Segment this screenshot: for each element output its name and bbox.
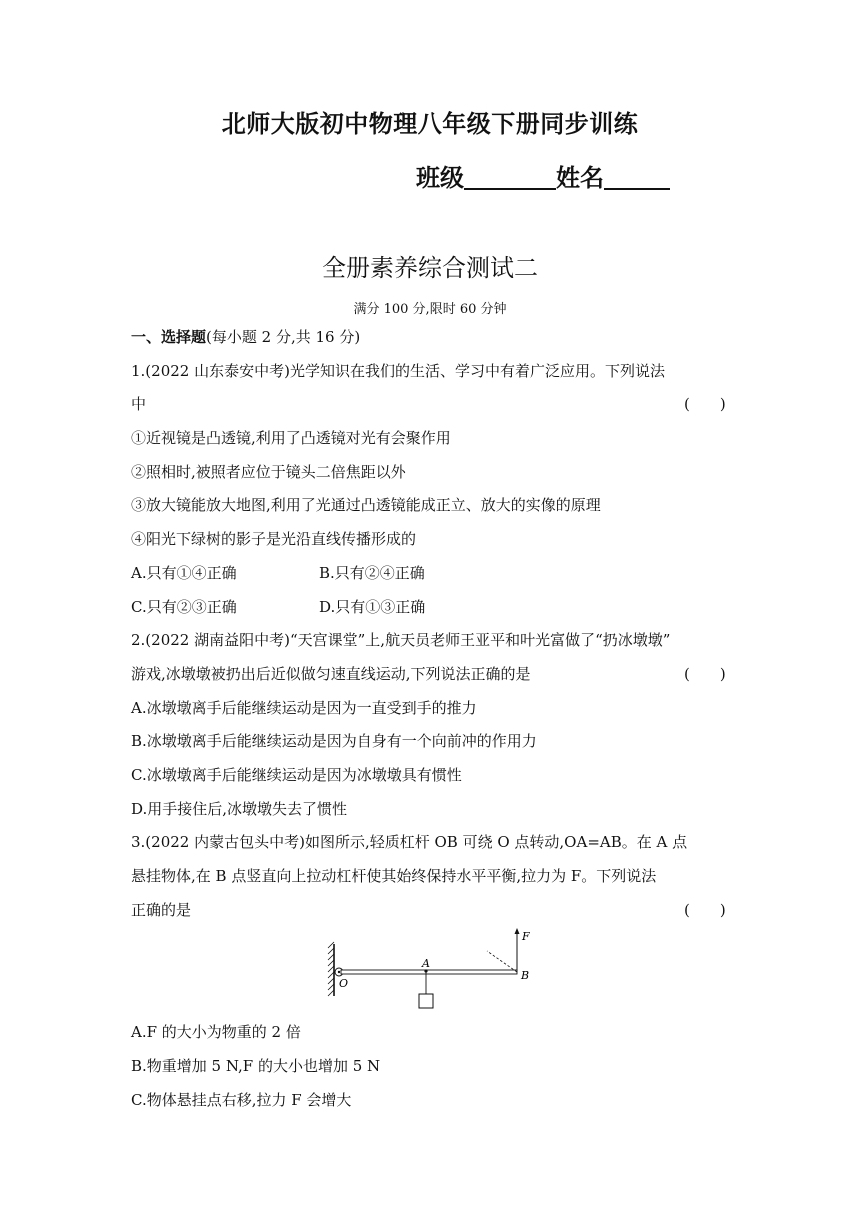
wall-support [328,942,334,996]
label-f: F [522,930,530,943]
class-blank[interactable] [464,164,556,190]
lever-bar [341,970,517,974]
q2-stem-line2: 游戏,冰墩墩被扔出后近似做匀速直线运动,下列说法正确的是 [131,665,531,683]
hanging-weight [419,994,433,1008]
class-name-line [416,158,670,193]
q1-statement-4: ④阳光下绿树的影子是光沿直线传播形成的 [131,530,417,548]
q3-option-b[interactable]: B.物重增加 5 N,F 的大小也增加 5 N [131,1057,381,1075]
q1-stem-line1: 1.(2022 山东泰安中考)光学知识在我们的生活、学习中有着广泛应用。下列说法 [131,362,665,380]
q1-option-b[interactable]: B.只有②④正确 [319,564,425,582]
class-label: 班级 [416,164,464,192]
q2-option-c[interactable]: C.冰墩墩离手后能继续运动是因为冰墩墩具有惯性 [131,766,462,784]
dashed-line [487,951,517,972]
q3-stem-line3: 正确的是 [131,901,192,919]
q1-statement-2: ②照相时,被照者应位于镜头二倍焦距以外 [131,463,406,481]
section-heading [131,326,360,347]
q1-option-c[interactable]: C.只有②③正确 [131,598,237,616]
section-note: (每小题 2 分,共 16 分) [206,328,361,346]
q1-answer-paren[interactable]: ( ) [684,395,726,413]
q3-option-c[interactable]: C.物体悬挂点右移,拉力 F 会增大 [131,1091,352,1109]
label-b: B [521,969,530,982]
q2-option-b[interactable]: B.冰墩墩离手后能继续运动是因为自身有一个向前冲的作用力 [131,732,537,750]
q3-stem-line2: 悬挂物体,在 B 点竖直向上拉动杠杆使其始终保持水平平衡,拉力为 F。下列说法 [131,867,657,885]
q1-option-d[interactable]: D.只有①③正确 [319,598,426,616]
label-a: A [422,957,430,970]
q3-answer-paren[interactable]: ( ) [684,901,726,919]
test-meta: 满分 100 分,限时 60 分钟 [353,302,507,317]
name-label: 姓名 [556,164,604,192]
section-title: 一、选择题 [131,328,207,346]
q1-option-a[interactable]: A.只有①④正确 [131,564,237,582]
q3-option-a[interactable]: A.F 的大小为物重的 2 倍 [131,1023,301,1041]
q3-stem-line1: 3.(2022 内蒙古包头中考)如图所示,轻质杠杆 OB 可绕 O 点转动,OA=AB。在 A 点 [131,833,688,851]
document-header-title: 北师大版初中物理八年级下册同步训练 [221,110,639,138]
label-o: O [339,977,349,990]
q2-stem-line1: 2.(2022 湖南益阳中考)“天宫课堂”上,航天员老师王亚平和叶光富做了“扔冰墩墩” [131,631,671,649]
q2-answer-paren[interactable]: ( ) [684,665,726,683]
test-title: 全册素养综合测试二 [322,254,538,282]
q1-statement-3: ③放大镜能放大地图,利用了光通过凸透镜能成正立、放大的实像的原理 [131,496,601,514]
q1-stem-line2: 中 [131,395,147,413]
lever-diagram [325,926,545,1016]
name-blank[interactable] [604,164,670,190]
q1-statement-1: ①近视镜是凸透镜,利用了凸透镜对光有会聚作用 [131,429,451,447]
q2-option-d[interactable]: D.用手接住后,冰墩墩失去了惯性 [131,800,348,818]
q2-option-a[interactable]: A.冰墩墩离手后能继续运动是因为一直受到手的推力 [131,699,477,717]
